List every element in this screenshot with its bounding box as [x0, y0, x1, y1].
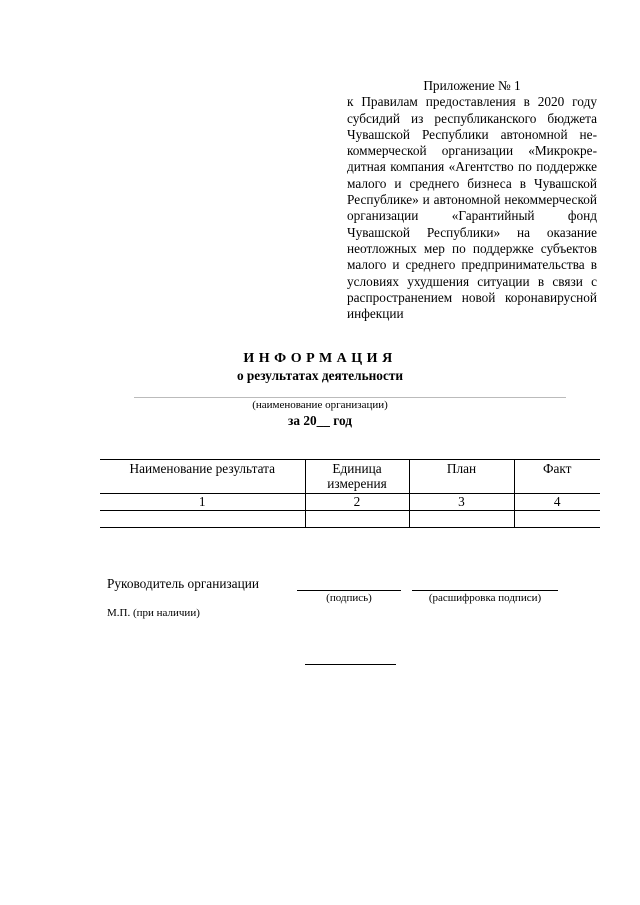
- table-header-row: [100, 460, 600, 494]
- appendix-text: к Правилам предоставления в 2020 году субсидий из республиканского бюджета Чувашской Республики автономной некоммерческой организации «Микрокредитная компания «Агентство по поддержке малого и среднего бизнеса в Чувашской Республике» и автономной некоммерческой организации «Гарантийный фонд Чувашской Республики» на оказание неотложных мер по поддержке субъектов малого и среднего предпринимательства в условиях ухудшения ситуации в связи с распространением новой коронавирусной инфекции: [347, 94, 597, 322]
- table-cell: [305, 511, 409, 528]
- signature-caption: (подпись): [326, 592, 372, 604]
- column-number: 3: [409, 494, 514, 511]
- organization-name-caption: (наименование организации): [252, 399, 388, 411]
- document-title: ИНФОРМАЦИЯ: [243, 351, 397, 366]
- year-line: за 20__ год: [288, 413, 352, 428]
- table-cell: [409, 511, 514, 528]
- header-plan: План: [409, 460, 514, 494]
- column-number: 4: [514, 494, 600, 511]
- stamp-note: М.П. (при наличии): [107, 607, 200, 619]
- column-number: 2: [305, 494, 409, 511]
- signature-line: [297, 590, 401, 591]
- appendix-block: [347, 78, 597, 322]
- table-cell: [514, 511, 600, 528]
- end-of-document-line: [305, 664, 396, 665]
- header-result-name: Наименование результата: [100, 460, 305, 494]
- column-number: 1: [100, 494, 305, 511]
- signature-decode-line: [412, 590, 558, 591]
- header-fact: Факт: [514, 460, 600, 494]
- document-subtitle: о результатах деятельности: [236, 368, 404, 383]
- signature-label: Руководитель организации: [107, 576, 259, 591]
- table-cell: [100, 511, 305, 528]
- table-number-row: [100, 494, 600, 511]
- header-unit: Единица измерения: [305, 460, 409, 494]
- table-row: [100, 511, 600, 528]
- appendix-title: Приложение № 1: [423, 78, 521, 93]
- results-table: [100, 459, 600, 528]
- signature-decode-caption: (расшифровка подписи): [428, 592, 542, 604]
- document-heading: [0, 350, 640, 384]
